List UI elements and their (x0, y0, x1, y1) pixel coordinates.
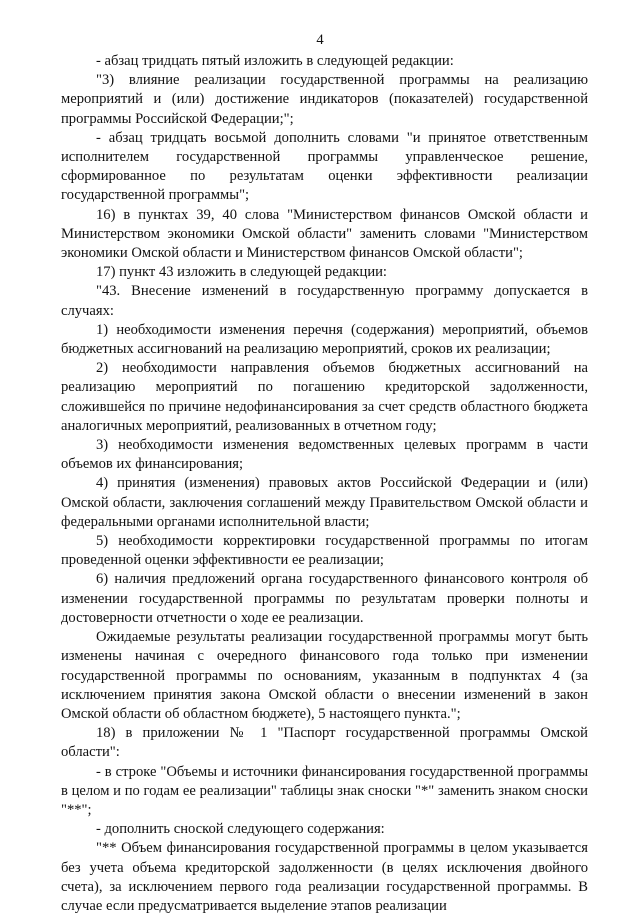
paragraph: "43. Внесение изменений в государственную программу допускается в случаях: (61, 283, 588, 319)
page-number: 4 (316, 32, 324, 48)
paragraph: 18) в приложении № 1 "Паспорт государственной программы Омской области": (61, 725, 588, 761)
paragraph: 17) пункт 43 изложить в следующей редакции: (96, 264, 387, 281)
paragraph: 3) необходимости изменения ведомственных целевых программ в части объемов их финансирования; (61, 437, 588, 473)
paragraph: 2) необходимости направления объемов бюджетных ассигнований на реализацию мероприятий по погашению кредиторской задолженности, сложившейся по причине недофинансирования за счет средств областного бюджета аналогичных мероприятий, реализованных в отчетном году; (61, 360, 588, 434)
document-body (61, 52, 588, 916)
paragraph: Ожидаемые результаты реализации государственной программы могут быть изменены начиная с очередного финансового года только при изменении государственной программы по основаниям, указанным в подпунктах 4 (за исключением принятия закона Омской области о внесении изменений в закон Омской области об областном бюджете), 5 настоящего пункта."; (61, 629, 588, 722)
paragraph: 5) необходимости корректировки государственной программы по итогам проведенной оценки эффективности ее реализации; (61, 533, 588, 569)
paragraph: 6) наличия предложений органа государственного финансового контроля об изменении государственной программы по результатам проверки полноты и достоверности отчетности о ходе ее реализации. (61, 571, 588, 626)
paragraph: 1) необходимости изменения перечня (содержания) мероприятий, объемов бюджетных ассигнований на реализацию мероприятий, сроков их реализации; (61, 321, 588, 358)
paragraph: - дополнить сноской следующего содержания: (96, 821, 385, 838)
paragraph: "** Объем финансирования государственной программы в целом указывается без учета объема кредиторской задолженности (в целях исключения двойного счета), за исключением первого года реализации государственной программы. В случае если предусматривается выделение этапов реализации (61, 840, 588, 914)
paragraph: "3) влияние реализации государственной программы на реализацию мероприятий и (или) достижение индикаторов (показателей) государственной программы Российской Федерации;"; (61, 72, 588, 127)
paragraph: 4) принятия (изменения) правовых актов Российской Федерации и (или) Омской области, заключения соглашений между Правительством Омской области и федеральными органами исполнительной власти; (61, 475, 588, 530)
paragraph: - абзац тридцать пятый изложить в следующей редакции: (96, 53, 454, 69)
paragraph: - в строке "Объемы и источники финансирования государственной программы в целом и по годам ее реализации" таблицы знак сноски "*" заменить знаком сноски "**"; (61, 763, 588, 818)
paragraph: 16) в пунктах 39, 40 слова "Министерством финансов Омской области и Министерством экономики Омской области" заменить словами "Министерством экономики Омской области и Министерством финансов Омской области"; (61, 206, 588, 262)
paragraph: - абзац тридцать восьмой дополнить словами "и принятое ответственным исполнителем государственной программы управленческое решение, сформированное по результатам оценки эффективности реализации государственной программы"; (61, 129, 588, 204)
